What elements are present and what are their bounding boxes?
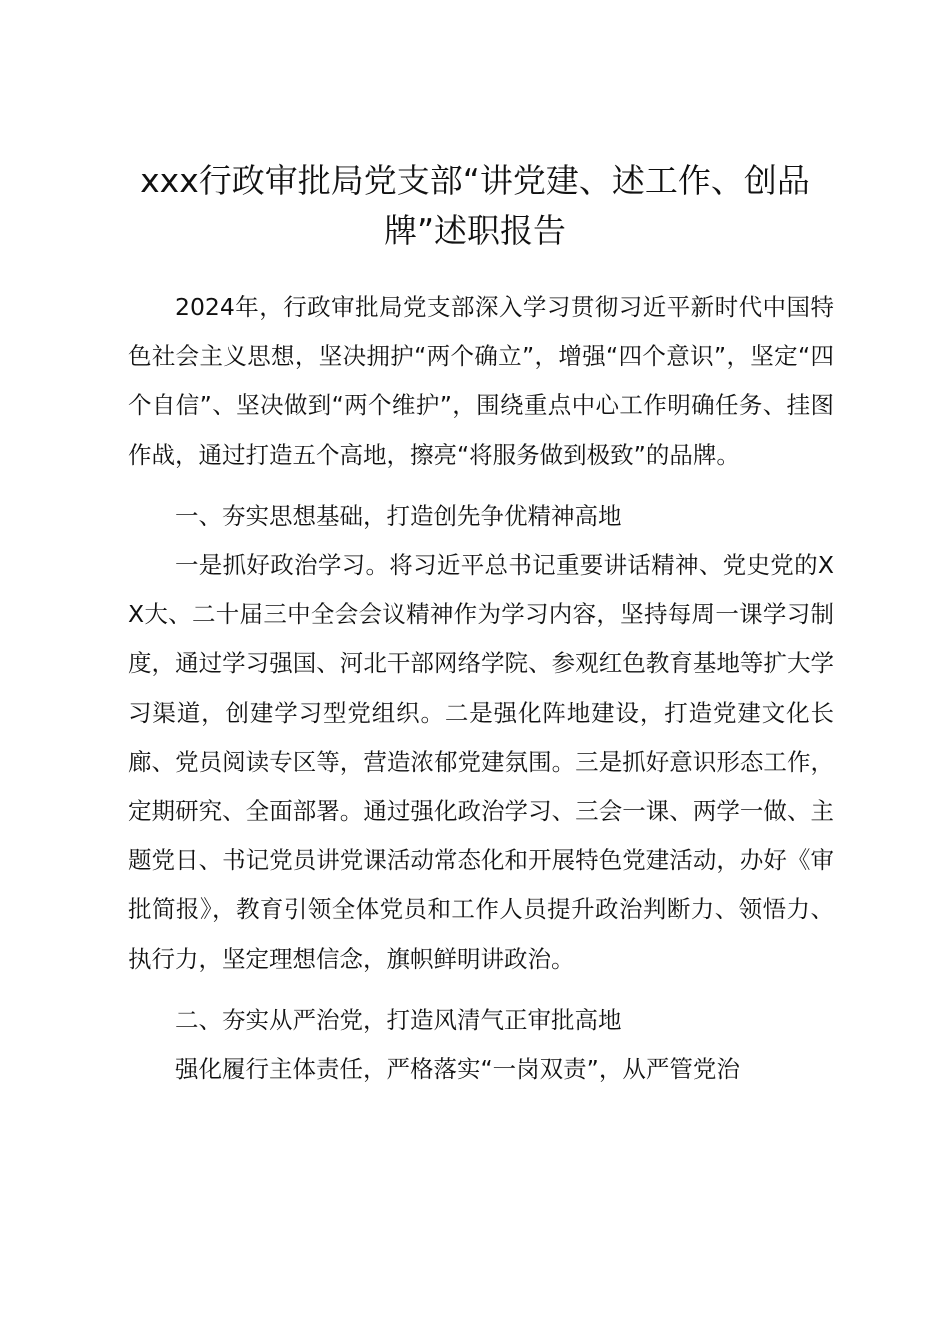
intro-paragraph: 2024年，行政审批局党支部深入学习贯彻习近平新时代中国特色社会主义思想，坚决拥护“两个确立”，增强“四个意识”，坚定“四个自信”、坚决做到“两个维护”，围绕重点中心工作明确任务、挂图作战，通过打造五个高地，擦亮“将服务做到极致”的品牌。 [128,293,834,469]
section-2-heading: 二、夯实从严治党，打造风清气正审批高地 [175,1005,622,1034]
section-1-paragraph: 一是抓好政治学习。将习近平总书记重要讲话精神、党史党的XX大、二十届三中全会会议精神作为学习内容，坚持每周一课学习制度，通过学习强国、河北干部网络学院、参观红色教育基地等扩大学习渠道，创建学习型党组织。二是强化阵地建设，打造党建文化长廊、党员阅读专区等，营造浓郁党建氛围。三是抓好意识形态工作，定期研究、全面部署。通过强化政治学习、三会一课、两学一做、主题党日、书记党员讲党课活动常态化和开展特色党建活动，办好《审批简报》，教育引领全体党员和工作人员提升政治判断力、领悟力、执行力，坚定理想信念，旗帜鲜明讲政治。 [128,551,834,973]
paragraph-gap [128,984,834,996]
paragraph-gap [128,480,834,492]
document-body [128,283,834,1094]
section-1-heading: 一、夯实思想基础，打造创先争优精神高地 [175,501,622,530]
section-2-paragraph: 强化履行主体责任，严格落实“一岗双责”，从严管党治 [175,1055,740,1084]
document-title: xxx行政审批局党支部“讲党建、述工作、创品牌”述职报告 [140,161,810,250]
